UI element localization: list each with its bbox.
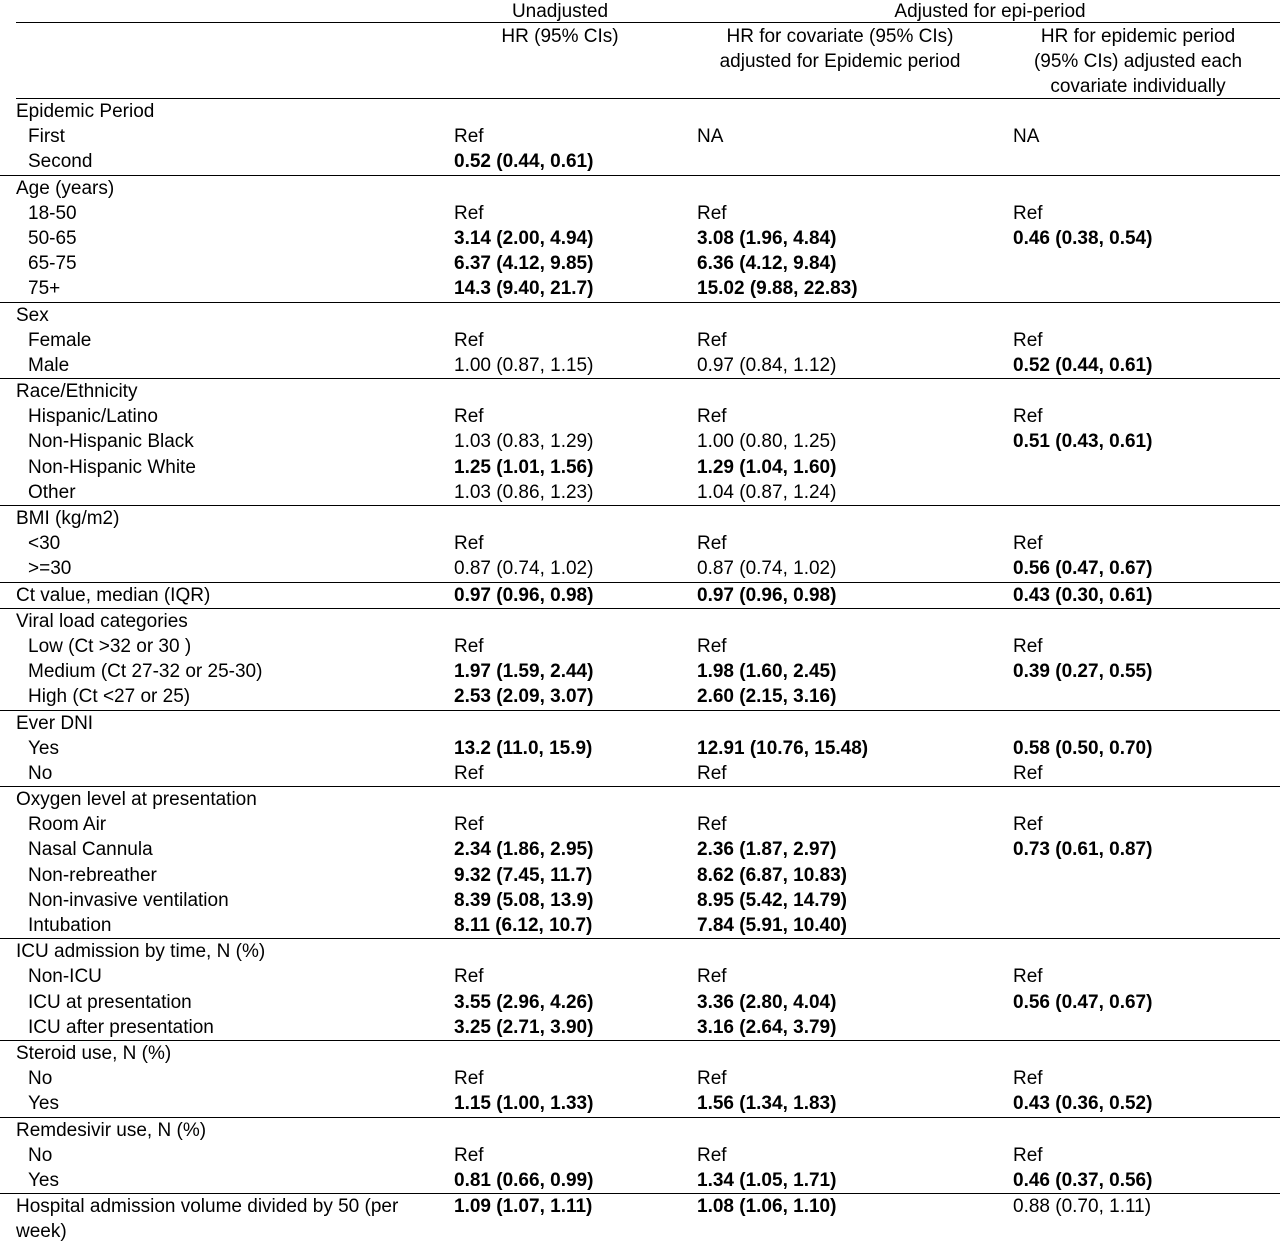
cell-col2: Ref: [697, 202, 727, 224]
cell-col3: 0.56 (0.47, 0.67): [1013, 991, 1153, 1013]
cell-col3: Ref: [1013, 329, 1043, 351]
cell-col2: 1.29 (1.04, 1.60): [697, 456, 837, 478]
col3-heading-line2: (95% CIs) adjusted each: [1033, 51, 1243, 72]
cell-col3: Ref: [1013, 1144, 1043, 1166]
row-label: Non-Hispanic Black: [28, 431, 194, 453]
col3-heading-line3: covariate individually: [1050, 76, 1226, 97]
section-title-row: [0, 609, 1280, 634]
section-title: Oxygen level at presentation: [16, 789, 257, 811]
section-title: Epidemic Period: [16, 101, 155, 122]
cell-col1: 13.2 (11.0, 15.9): [454, 737, 593, 759]
table-row: [0, 1091, 1280, 1116]
cell-col1: 8.11 (6.12, 10.7): [454, 915, 593, 936]
table-section: [0, 711, 1280, 788]
cell-col3: 0.43 (0.30, 0.61): [1013, 584, 1153, 606]
cell-col3: 0.52 (0.44, 0.61): [1013, 354, 1153, 376]
section-title-row: [0, 1041, 1280, 1066]
cell-col3: 0.46 (0.38, 0.54): [1013, 227, 1153, 249]
row-label: Other: [28, 481, 76, 503]
cell-col1: Ref: [454, 329, 484, 351]
cell-col1: 1.97 (1.59, 2.44): [454, 661, 594, 683]
cell-col1: 0.87 (0.74, 1.02): [454, 558, 594, 580]
row-label: 18-50: [28, 202, 77, 224]
cell-col3: 0.88 (0.70, 1.11): [1013, 1196, 1152, 1218]
cell-col2: 3.36 (2.80, 4.04): [697, 991, 837, 1013]
cell-col1: Ref: [454, 406, 484, 428]
cell-col2: Ref: [697, 533, 727, 555]
cell-col2: 0.87 (0.74, 1.02): [697, 558, 837, 580]
cell-col1: Ref: [454, 814, 484, 836]
cell-col2: 8.62 (6.87, 10.83): [697, 864, 847, 886]
cell-col3: Ref: [1013, 635, 1043, 657]
row-label: Yes: [28, 737, 59, 759]
col2-heading-line1: HR for covariate (95% CIs): [726, 26, 954, 47]
cell-col2: 1.08 (1.06, 1.10): [697, 1196, 837, 1218]
cell-col2: Ref: [697, 406, 727, 428]
cell-col2: 2.60 (2.15, 3.16): [697, 686, 837, 708]
row-label: Non-rebreather: [28, 864, 157, 886]
section-title: Age (years): [16, 177, 115, 199]
cell-col2: Ref: [697, 1068, 727, 1090]
cell-col3: 0.73 (0.61, 0.87): [1013, 839, 1153, 861]
table-row: [0, 429, 1280, 454]
cell-col1: 1.03 (0.83, 1.29): [454, 431, 594, 453]
cell-col2: Ref: [697, 762, 727, 784]
cell-col1: 2.34 (1.86, 2.95): [454, 839, 594, 861]
row-label: 65-75: [28, 253, 77, 275]
table-row: [0, 684, 1280, 709]
cell-col3: 0.56 (0.47, 0.67): [1013, 558, 1153, 580]
cell-col1: 1.25 (1.01, 1.56): [454, 456, 594, 478]
table-section: [0, 506, 1280, 583]
row-label: Female: [28, 329, 92, 351]
table-section: [0, 787, 1280, 939]
table-row: [0, 251, 1280, 276]
section-title-row: [0, 379, 1280, 404]
table-row: [0, 480, 1280, 505]
section-title-row: [0, 787, 1280, 812]
cell-col2: 7.84 (5.91, 10.40): [697, 915, 847, 936]
cell-col1: Ref: [454, 202, 484, 224]
table-row: [0, 964, 1280, 989]
table-row: [0, 736, 1280, 761]
row-label: 75+: [28, 278, 61, 300]
cell-col2: 2.36 (1.87, 2.97): [697, 839, 837, 861]
table-row: [0, 1194, 1280, 1244]
table-row: [0, 226, 1280, 251]
cell-col3: Ref: [1013, 814, 1043, 836]
row-label: Second: [28, 151, 93, 173]
row-label: Non-ICU: [28, 966, 102, 988]
row-label: Yes: [28, 1093, 59, 1115]
cell-col3: Ref: [1013, 966, 1043, 988]
cell-col2: 3.16 (2.64, 3.79): [697, 1016, 837, 1038]
cell-col2: 0.97 (0.96, 0.98): [697, 584, 837, 606]
section-title-row: [0, 1118, 1280, 1143]
table-row: [0, 888, 1280, 913]
row-label: Low (Ct >32 or 30 ): [28, 635, 192, 657]
section-title-row: [0, 711, 1280, 736]
table-row: [0, 863, 1280, 888]
row-label: 50-65: [28, 227, 77, 249]
cell-col2: 3.08 (1.96, 4.84): [697, 227, 837, 249]
table-section: [0, 379, 1280, 506]
table-row: [0, 328, 1280, 353]
row-label: No: [28, 1144, 53, 1166]
cell-col2: 15.02 (9.88, 22.83): [697, 278, 858, 300]
table-row: [0, 583, 1280, 608]
row-label: Room Air: [28, 814, 107, 836]
table-row: [0, 812, 1280, 837]
row-label: Non-invasive ventilation: [28, 889, 229, 911]
cell-col2: NA: [697, 126, 724, 148]
table-row: [0, 276, 1280, 301]
table-row: [0, 201, 1280, 226]
cell-col1: 1.00 (0.87, 1.15): [454, 354, 594, 376]
section-title: ICU admission by time, N (%): [16, 941, 266, 963]
cell-col1: 0.81 (0.66, 0.99): [454, 1169, 594, 1191]
table-row: [0, 1015, 1280, 1040]
table-row: [0, 455, 1280, 480]
table-row: [0, 404, 1280, 429]
table-section: [0, 1118, 1280, 1195]
table-body: [0, 99, 1280, 1244]
cell-col1: Ref: [454, 762, 484, 784]
row-label: Nasal Cannula: [28, 839, 153, 861]
row-label: >=30: [28, 558, 72, 580]
section-title-row: [0, 939, 1280, 964]
cell-col3: 0.46 (0.37, 0.56): [1013, 1169, 1153, 1191]
cell-col2: Ref: [697, 1144, 727, 1166]
section-title: Remdesivir use, N (%): [16, 1119, 207, 1141]
cell-col1: Ref: [454, 1144, 484, 1166]
cell-col1: Ref: [454, 533, 484, 555]
table-row: [0, 124, 1280, 149]
cell-col2: 0.97 (0.84, 1.12): [697, 354, 837, 376]
table-row: [0, 149, 1280, 174]
table-section: [0, 609, 1280, 711]
cell-col1: 3.25 (2.71, 3.90): [454, 1016, 594, 1038]
cell-col1: 8.39 (5.08, 13.9): [454, 889, 594, 911]
table-row: [0, 1168, 1280, 1193]
cell-col1: 3.55 (2.96, 4.26): [454, 991, 594, 1013]
adjusted-heading: Adjusted for epi-period: [894, 1, 1086, 22]
cell-col3: 0.39 (0.27, 0.55): [1013, 661, 1153, 683]
table-row: [0, 761, 1280, 786]
cell-col2: 1.04 (0.87, 1.24): [697, 481, 837, 503]
row-label: Hispanic/Latino: [28, 406, 158, 428]
section-title: Viral load categories: [16, 610, 188, 632]
cell-col1: 6.37 (4.12, 9.85): [454, 253, 594, 275]
col3-heading-line1: HR for epidemic period: [1040, 26, 1236, 47]
row-label: Ct value, median (IQR): [16, 584, 211, 606]
section-title: Ever DNI: [16, 712, 94, 734]
cell-col2: 1.98 (1.60, 2.45): [697, 661, 837, 683]
cell-col1: Ref: [454, 126, 484, 148]
table-section: [0, 99, 1280, 176]
table-row: [0, 634, 1280, 659]
section-title-row: [0, 176, 1280, 201]
section-title: Sex: [16, 304, 49, 326]
cell-col2: 12.91 (10.76, 15.48): [697, 737, 869, 759]
table-row: [0, 353, 1280, 378]
row-label: No: [28, 1068, 53, 1090]
cell-col2: 8.95 (5.42, 14.79): [697, 889, 847, 911]
cell-col2: 1.00 (0.80, 1.25): [697, 431, 837, 453]
row-label: ICU after presentation: [28, 1016, 214, 1038]
row-label: Male: [28, 354, 70, 376]
cell-col2: 1.56 (1.34, 1.83): [697, 1093, 837, 1115]
section-title-row: [0, 99, 1280, 124]
cell-col1: 1.03 (0.86, 1.23): [454, 481, 594, 503]
col2-heading-line2: adjusted for Epidemic period: [719, 51, 961, 72]
cell-col3: Ref: [1013, 406, 1043, 428]
table-row: [0, 556, 1280, 581]
col1-heading: HR (95% CIs): [501, 26, 619, 47]
section-title: Steroid use, N (%): [16, 1042, 172, 1064]
table-section: [0, 1041, 1280, 1118]
cell-col2: 1.34 (1.05, 1.71): [697, 1169, 837, 1191]
cell-col1: Ref: [454, 1068, 484, 1090]
header-rule-top: [16, 22, 1280, 23]
cell-col1: 1.15 (1.00, 1.33): [454, 1093, 594, 1115]
cell-col3: 0.58 (0.50, 0.70): [1013, 737, 1153, 759]
row-label: No: [28, 762, 53, 784]
table-row: [0, 837, 1280, 862]
row-label: High (Ct <27 or 25): [28, 686, 191, 708]
cell-col1: 14.3 (9.40, 21.7): [454, 278, 594, 300]
table-row: [0, 531, 1280, 556]
row-label: Yes: [28, 1169, 59, 1191]
cell-col2: 6.36 (4.12, 9.84): [697, 253, 837, 275]
cell-col3: 0.43 (0.36, 0.52): [1013, 1093, 1153, 1115]
cell-col3: 0.51 (0.43, 0.61): [1013, 431, 1153, 453]
table-section: [0, 176, 1280, 303]
cell-col2: Ref: [697, 635, 727, 657]
cell-col3: Ref: [1013, 202, 1043, 224]
cell-col3: Ref: [1013, 762, 1043, 784]
table-row: [0, 990, 1280, 1015]
cell-col1: 0.52 (0.44, 0.61): [454, 151, 594, 173]
row-label: First: [28, 126, 65, 148]
cell-col1: 2.53 (2.09, 3.07): [454, 686, 594, 708]
table-row: [0, 659, 1280, 684]
section-title-row: [0, 506, 1280, 531]
cell-col1: 1.09 (1.07, 1.11): [454, 1196, 593, 1218]
table-section: [0, 583, 1280, 609]
table-section: [0, 1194, 1280, 1244]
section-title: Race/Ethnicity: [16, 381, 138, 403]
cell-col3: Ref: [1013, 1068, 1043, 1090]
table-row: [0, 913, 1280, 938]
cell-col2: Ref: [697, 814, 727, 836]
table-row: [0, 1066, 1280, 1091]
cell-col1: 0.97 (0.96, 0.98): [454, 584, 594, 606]
row-label: ICU at presentation: [28, 991, 192, 1013]
cell-col3: NA: [1013, 126, 1040, 148]
cell-col2: Ref: [697, 966, 727, 988]
cell-col1: 3.14 (2.00, 4.94): [454, 227, 594, 249]
cell-col1: 9.32 (7.45, 11.7): [454, 864, 593, 886]
table-section: [0, 303, 1280, 380]
unadjusted-heading: Unadjusted: [511, 1, 609, 22]
cell-col1: Ref: [454, 966, 484, 988]
table-header: [0, 0, 1280, 99]
table-section: [0, 939, 1280, 1041]
section-title: BMI (kg/m2): [16, 508, 120, 529]
section-title-row: [0, 303, 1280, 328]
cell-col1: Ref: [454, 635, 484, 657]
row-label: Non-Hispanic White: [28, 456, 196, 478]
table-row: [0, 1143, 1280, 1168]
row-label: Intubation: [28, 915, 112, 936]
row-label: <30: [28, 533, 61, 555]
cell-col3: Ref: [1013, 533, 1043, 555]
cell-col2: Ref: [697, 329, 727, 351]
row-label: Medium (Ct 27-32 or 25-30): [28, 661, 263, 683]
row-label: Hospital admission volume divided by 50 (per week): [16, 1196, 399, 1243]
